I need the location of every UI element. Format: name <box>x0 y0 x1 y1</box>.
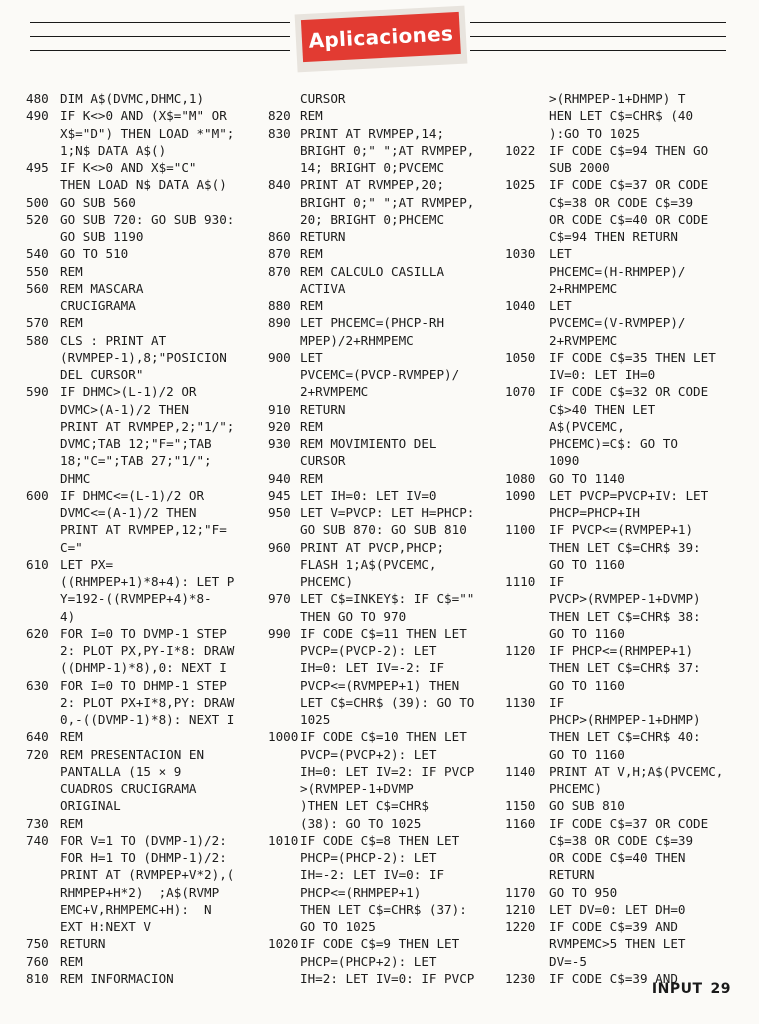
line-code: PRINT AT RVMPEP,14; BRIGHT 0;" ";AT RVMPEP, 14; BRIGHT 0;PVCEMC <box>300 125 475 175</box>
code-line <box>505 815 745 884</box>
line-code: REM INFORMACION <box>60 970 174 986</box>
line-code: IF CODE C$=9 THEN LET PHCP=(PHCP+2): LET IH=2: LET IV=0: IF PVCP <box>300 936 475 986</box>
code-line <box>268 297 508 314</box>
line-number: 1010 <box>268 832 299 848</box>
listing-column-1 <box>26 90 266 987</box>
line-number: 990 <box>268 625 291 641</box>
line-code: LET PX= ((RHMPEP+1)*8+4): LET P Y=192-((RVMPEP+4)*8- 4) <box>60 556 235 624</box>
line-code: GO TO 510 <box>60 246 129 262</box>
line-number: 1030 <box>505 246 536 262</box>
code-line <box>26 815 266 832</box>
code-line <box>505 521 745 573</box>
section-badge <box>295 6 468 73</box>
code-line <box>268 314 508 349</box>
line-number: 920 <box>268 418 291 434</box>
code-line <box>26 332 266 384</box>
code-line <box>268 349 508 401</box>
code-line <box>26 970 266 987</box>
line-code: IF DHMC>(L-1)/2 OR DVMC>(A-1)/2 THEN PRINT AT RVMPEP,2;"1/"; DVMC;TAB 12;"F=";TAB 18;"C=";TAB 27;"1/"; DHMC <box>60 384 235 486</box>
line-code: IF CODE C$=8 THEN LET PHCP=(PHCP-2): LET IH=-2: LET IV=0: IF PHCP<=(RHMPEP+1) THEN LET C$=CHR$ (37): GO TO 1025 <box>300 832 467 934</box>
code-line <box>26 677 266 729</box>
line-code: REM <box>300 246 323 262</box>
line-number: 1220 <box>505 919 536 934</box>
code-line <box>505 349 745 384</box>
code-line <box>26 280 266 315</box>
line-number: 880 <box>268 298 291 313</box>
line-number: 1100 <box>505 522 536 538</box>
line-number: 870 <box>268 246 291 262</box>
code-line <box>505 573 745 642</box>
code-line <box>26 194 266 211</box>
line-code: LET PVCEMC=(V-RVMPEP)/ 2+RVMPEMC <box>549 298 686 348</box>
code-line <box>268 228 508 245</box>
line-number: 630 <box>26 677 49 693</box>
line-number: 495 <box>26 160 49 175</box>
line-code: LET PHCEMC=(PHCP-RH MPEP)/2+RHMPEMC <box>300 315 445 348</box>
line-number: 1210 <box>505 901 536 917</box>
line-code: IF CODE C$=10 THEN LET PVCP=(PVCP+2): LET IH=0: LET IV=2: IF PVCP >(RVMPEP-1+DVMP )THEN LET C$=CHR$ (38): GO TO 1025 <box>300 729 475 831</box>
line-code: IF CODE C$=37 OR CODE C$=38 OR CODE C$=39 OR CODE C$=40 THEN RETURN <box>549 815 709 883</box>
line-code: IF CODE C$=37 OR CODE C$=38 OR CODE C$=39 OR CODE C$=40 OR CODE C$=94 THEN RETURN <box>549 177 709 244</box>
line-number: 490 <box>26 108 49 124</box>
line-code: IF DHMC<=(L-1)/2 OR DVMC<=(A-1)/2 THEN PRINT AT RVMPEP,12;"F= C=" <box>60 487 227 555</box>
line-code: IF K<>0 AND (X$="M" OR X$="D") THEN LOAD *"M"; 1;N$ DATA A$() <box>60 108 235 158</box>
line-code: CLS : PRINT AT (RVMPEP-1),8;"POSICION DEL CURSOR" <box>60 332 227 382</box>
line-number: 950 <box>268 505 291 520</box>
code-line <box>268 418 508 435</box>
line-code: PRINT AT PVCP,PHCP; FLASH 1;A$(PVCEMC, PHCEMC) <box>300 539 445 589</box>
line-number: 910 <box>268 401 291 417</box>
line-number: 590 <box>26 384 49 400</box>
line-number: 1025 <box>505 177 536 193</box>
line-code: LET C$=INKEY$: IF C$="" THEN GO TO 970 <box>300 591 475 624</box>
line-number: 930 <box>268 436 291 451</box>
code-line <box>505 797 745 814</box>
line-code: IF CODE C$=32 OR CODE C$>40 THEN LET A$(PVCEMC, PHCEMC)=C$: GO TO 1090 <box>549 384 709 469</box>
line-code: FOR I=0 TO DVMP-1 STEP 2: PLOT PX,PY-I*8: DRAW ((DHMP-1)*8),0: NEXT I <box>60 625 235 676</box>
line-code: IF CODE C$=39 AND RVMPEMC>5 THEN LET DV=-5 <box>549 919 686 969</box>
code-line <box>26 90 266 107</box>
code-line <box>26 159 266 194</box>
line-number: 1120 <box>505 643 536 658</box>
code-line <box>505 642 745 694</box>
line-code: IF PHCP>(RHMPEP-1+DHMP) THEN LET C$=CHR$ 40: GO TO 1160 <box>549 694 701 762</box>
line-number: 840 <box>268 177 291 193</box>
code-line <box>505 918 745 970</box>
line-code: IF PVCP>(RVMPEP-1+DVMP) THEN LET C$=CHR$ 38: GO TO 1160 <box>549 574 701 641</box>
line-number: 960 <box>268 539 291 555</box>
line-number: 860 <box>268 229 291 244</box>
code-line <box>505 487 745 522</box>
line-number: 610 <box>26 556 49 572</box>
line-number: 820 <box>268 108 291 124</box>
line-number: 945 <box>268 487 291 503</box>
line-number: 620 <box>26 625 49 641</box>
code-line <box>26 953 266 970</box>
line-code: FOR I=0 TO DHMP-1 STEP 2: PLOT PX+I*8,PY: DRAW 0,-((DVMP-1)*8): NEXT I <box>60 677 235 727</box>
line-number: 890 <box>268 315 291 331</box>
code-line <box>505 297 745 349</box>
code-line <box>268 728 508 832</box>
line-code: PRINT AT RVMPEP,20; BRIGHT 0;" ";AT RVMPEP, 20; BRIGHT 0;PHCEMC <box>300 177 475 227</box>
line-code: REM <box>300 418 323 434</box>
line-code: LET V=PVCP: LET H=PHCP: GO SUB 870: GO SUB 810 <box>300 505 475 538</box>
code-line <box>26 487 266 556</box>
line-code: GO TO 1140 <box>549 470 625 486</box>
line-number: 740 <box>26 832 49 848</box>
line-code: REM PRESENTACION EN PANTALLA (15 × 9 CUADROS CRUCIGRAMA ORIGINAL <box>60 746 205 814</box>
line-code: IF PVCP<=(RVMPEP+1) THEN LET C$=CHR$ 39: GO TO 1160 <box>549 522 701 572</box>
code-line <box>26 107 266 159</box>
line-number: 730 <box>26 815 49 831</box>
line-number: 1090 <box>505 487 536 503</box>
listing-column-2 <box>268 90 508 987</box>
line-number: 1160 <box>505 815 536 831</box>
line-number: 1150 <box>505 798 536 814</box>
line-code: REM <box>60 953 83 969</box>
line-code: IF CODE C$=94 THEN GO SUB 2000 <box>549 142 709 175</box>
code-line <box>505 90 745 142</box>
line-code: REM <box>300 470 323 486</box>
code-line <box>26 314 266 331</box>
code-line <box>268 435 508 470</box>
line-code: FOR V=1 TO (DVMP-1)/2: FOR H=1 TO (DHMP-1)/2: PRINT AT (RVMPEP+V*2),( RHMPEP+H*2) ;A$(RVMP EMC+V,RHMPEMC+H): N EXT H:NEXT V <box>60 832 235 934</box>
line-code: GO SUB 720: GO SUB 930: GO SUB 1190 <box>60 211 235 244</box>
line-code: IF CODE C$=35 THEN LET IV=0: LET IH=0 <box>549 349 716 382</box>
line-number: 970 <box>268 591 291 607</box>
line-number: 1110 <box>505 574 536 589</box>
code-line <box>26 556 266 625</box>
code-line <box>26 263 266 280</box>
line-code: LET PHCEMC=(H-RHMPEP)/ 2+RHMPEMC <box>549 246 686 296</box>
code-line <box>26 746 266 815</box>
code-line <box>268 487 508 504</box>
line-code: REM <box>300 108 323 124</box>
code-line <box>505 901 745 918</box>
code-line <box>505 142 745 177</box>
line-number: 1022 <box>505 142 536 158</box>
line-code: PRINT AT V,H;A$(PVCEMC, PHCEMC) <box>549 763 724 796</box>
code-line <box>505 176 745 245</box>
code-line <box>26 935 266 952</box>
code-line <box>268 935 508 987</box>
line-code: REM MOVIMIENTO DEL CURSOR <box>300 436 437 469</box>
line-code: GO SUB 810 <box>549 798 625 814</box>
line-number: 480 <box>26 91 49 106</box>
line-number: 570 <box>26 315 49 331</box>
line-code: REM <box>300 298 323 313</box>
line-number: 1130 <box>505 694 536 710</box>
line-number: 1020 <box>268 936 299 952</box>
section-label: Aplicaciones <box>308 21 454 53</box>
magazine-name: INPUT <box>651 981 703 997</box>
line-number: 1040 <box>505 298 536 313</box>
code-line <box>505 470 745 487</box>
code-line <box>268 470 508 487</box>
line-code: REM <box>60 815 83 831</box>
listing-column-3 <box>505 90 745 987</box>
code-line <box>26 625 266 677</box>
line-number: 500 <box>26 194 49 210</box>
line-code: IF PHCP<=(RHMPEP+1) THEN LET C$=CHR$ 37: GO TO 1160 <box>549 643 701 693</box>
line-number: 540 <box>26 246 49 262</box>
line-number: 1140 <box>505 763 536 779</box>
code-line <box>268 176 508 228</box>
page-number: 29 <box>710 981 731 997</box>
line-code: LET DV=0: LET DH=0 <box>549 901 686 917</box>
page-footer <box>644 981 731 997</box>
line-number: 760 <box>26 953 49 969</box>
code-line <box>505 383 745 469</box>
line-number: 720 <box>26 746 49 762</box>
line-number: 1080 <box>505 470 536 486</box>
line-number: 640 <box>26 729 49 745</box>
line-code: REM MASCARA CRUCIGRAMA <box>60 280 144 313</box>
line-code: REM <box>60 315 83 331</box>
code-line <box>268 832 508 936</box>
code-line <box>268 90 508 107</box>
code-line <box>268 625 508 729</box>
line-number: 550 <box>26 263 49 279</box>
code-line <box>268 125 508 177</box>
line-code: IF CODE C$=39 AND <box>549 970 678 986</box>
code-line <box>26 728 266 745</box>
line-number: 750 <box>26 936 49 952</box>
code-line <box>268 245 508 262</box>
line-code: REM CALCULO CASILLA ACTIVA <box>300 263 445 296</box>
line-number: 830 <box>268 125 291 141</box>
line-number: 520 <box>26 211 49 227</box>
line-code: REM <box>60 729 83 745</box>
code-line <box>26 832 266 936</box>
line-code: LET IH=0: LET IV=0 <box>300 487 437 503</box>
code-line <box>268 539 508 591</box>
code-line <box>26 245 266 262</box>
code-line <box>505 694 745 763</box>
line-number: 600 <box>26 487 49 503</box>
code-line <box>26 383 266 487</box>
line-code: LET PVCP=PVCP+IV: LET PHCP=PHCP+IH <box>549 487 709 520</box>
line-code: RETURN <box>300 229 346 244</box>
code-line <box>268 401 508 418</box>
line-code: >(RHMPEP-1+DHMP) T HEN LET C$=CHR$ (40 ):GO TO 1025 <box>549 91 694 141</box>
line-number: 900 <box>268 349 291 365</box>
line-number: 1000 <box>268 729 299 745</box>
line-code: RETURN <box>60 936 106 952</box>
code-line <box>505 763 745 798</box>
line-code: CURSOR <box>300 91 346 106</box>
code-line <box>268 263 508 298</box>
line-code: REM <box>60 263 83 279</box>
line-code: IF K<>0 AND X$="C" THEN LOAD N$ DATA A$() <box>60 160 227 193</box>
code-line <box>505 884 745 901</box>
code-line <box>505 245 745 297</box>
line-number: 1070 <box>505 384 536 400</box>
line-code: RETURN <box>300 401 346 417</box>
line-number <box>505 90 549 142</box>
line-number: 1170 <box>505 884 536 900</box>
line-code: DIM A$(DVMC,DHMC,1) <box>60 91 205 106</box>
line-number: 1050 <box>505 349 536 365</box>
line-number: 560 <box>26 280 49 296</box>
line-code: IF CODE C$=11 THEN LET PVCP=(PVCP-2): LET IH=0: LET IV=-2: IF PVCP<=(RVMPEP+1) THEN LET C$=CHR$ (39): GO TO 1025 <box>300 625 475 727</box>
line-number <box>268 90 300 107</box>
code-line <box>268 590 508 625</box>
code-line <box>268 504 508 539</box>
line-number: 810 <box>26 970 49 986</box>
line-number: 870 <box>268 263 291 279</box>
line-number: 580 <box>26 332 49 348</box>
line-number: 1230 <box>505 970 536 986</box>
line-code: GO SUB 560 <box>60 194 136 210</box>
code-line <box>26 211 266 246</box>
code-line <box>268 107 508 124</box>
line-code: LET PVCEMC=(PVCP-RVMPEP)/ 2+RVMPEMC <box>300 349 460 400</box>
line-code: GO TO 950 <box>549 884 618 900</box>
line-number: 940 <box>268 470 291 486</box>
